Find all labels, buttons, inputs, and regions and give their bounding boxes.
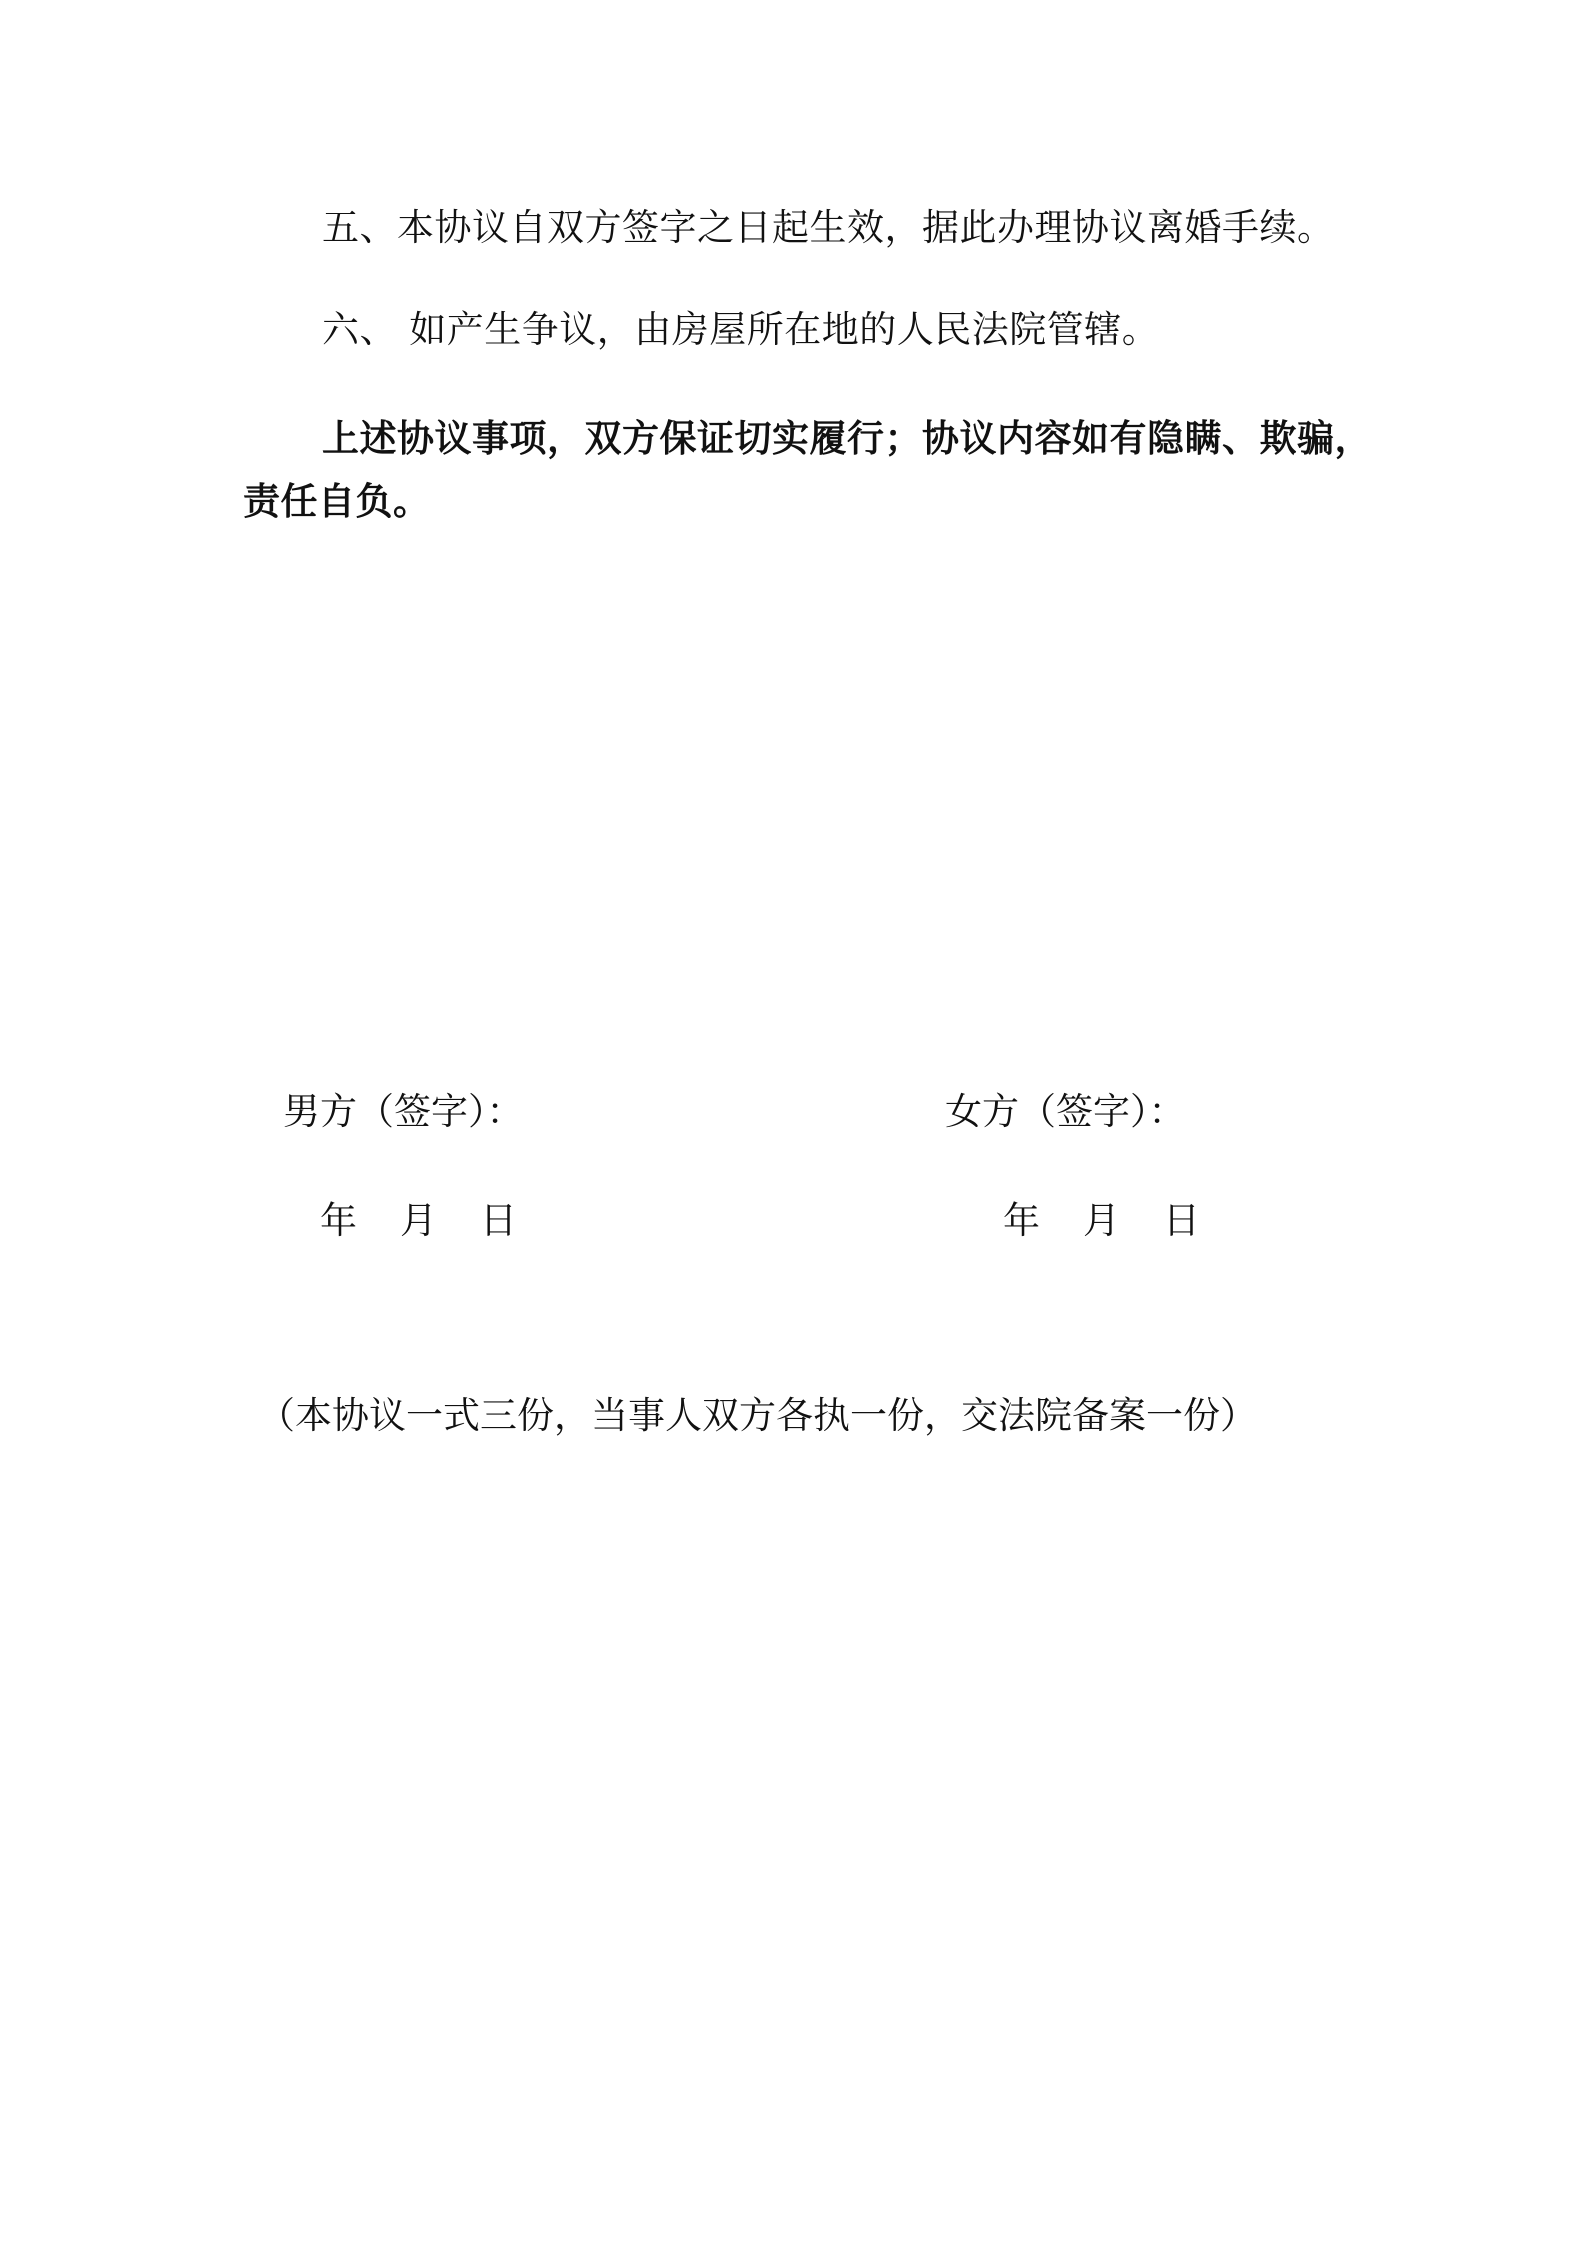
date-month-label: 月 [1083,1199,1120,1242]
summary-line-2: 责任自负。 [243,480,431,523]
date-day-label: 日 [1163,1199,1200,1242]
date-year-label: 年 [320,1199,357,1242]
male-signature-date [320,1197,517,1245]
female-signature-date [1003,1197,1200,1245]
female-signature-label: 女方（签字）： [945,1090,1186,1133]
clause-six: 六、 如产生争议，由房屋所在地的人民法院管辖。 [322,308,1160,351]
copies-footnote: （本协议一式三份，当事人双方各执一份，交法院备案一份） [258,1394,1257,1437]
date-year-label: 年 [1003,1199,1040,1242]
date-day-label: 日 [480,1199,517,1242]
summary-line-1: 上述协议事项，双方保证切实履行；协议内容如有隐瞒、欺骗， [322,417,1372,460]
male-signature-label: 男方（签字）： [283,1090,524,1133]
date-month-label: 月 [400,1199,437,1242]
clause-five: 五、本协议自双方签字之日起生效，据此办理协议离婚手续。 [322,206,1335,249]
